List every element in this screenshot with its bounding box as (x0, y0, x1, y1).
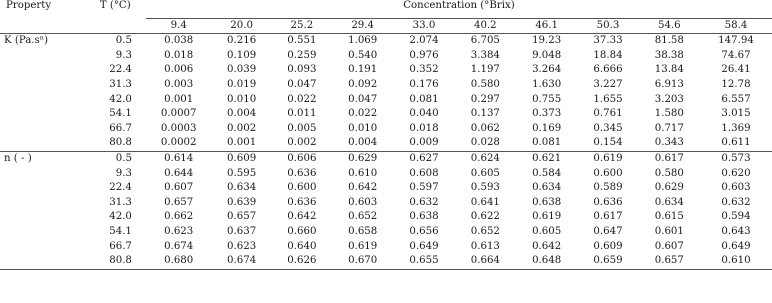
value-cell: 0.018 (409, 122, 439, 134)
value-cell: 0.589 (593, 182, 623, 194)
value-cell: 0.0007 (160, 108, 197, 120)
value-cell: 0.154 (577, 136, 638, 151)
property-cell: K (Pa.sⁿ) (4, 35, 49, 47)
value-cell: 0.634 (227, 182, 257, 194)
value-cell: 0.002 (272, 136, 332, 151)
value-cell: 1.580 (654, 108, 684, 120)
value-cell: 0.664 (455, 254, 516, 269)
value-cell: 0.176 (409, 79, 439, 91)
table-row (0, 107, 772, 122)
value-cell: 37.33 (593, 35, 623, 47)
value-cell: 0.638 (409, 211, 439, 223)
value-cell: 0.169 (532, 122, 562, 134)
property-cell (0, 63, 85, 78)
temperature-cell: 42.0 (109, 93, 132, 105)
table-row (0, 181, 772, 196)
value-cell: 0.047 (287, 79, 317, 91)
value-cell: 0.093 (287, 64, 317, 76)
value-cell: 0.632 (409, 196, 439, 208)
value-cell: 0.634 (654, 196, 684, 208)
value-cell: 3.264 (532, 64, 562, 76)
value-cell: 0.619 (593, 153, 623, 165)
concentration-header-cell: 46.1 (535, 20, 558, 31)
temperature-cell: 80.8 (85, 136, 146, 151)
value-cell: 0.640 (287, 240, 317, 252)
value-cell: 6.666 (593, 64, 623, 76)
value-cell: 6.913 (654, 79, 684, 91)
value-cell: 38.38 (654, 49, 684, 61)
value-cell: 0.573 (721, 153, 751, 165)
value-cell: 0.010 (227, 93, 257, 105)
value-cell: 0.092 (348, 79, 378, 91)
value-cell: 0.652 (470, 226, 500, 238)
value-cell: 0.003 (164, 79, 194, 91)
value-cell: 0.006 (164, 64, 194, 76)
value-cell: 0.010 (348, 122, 378, 134)
temperature-cell: 9.3 (115, 167, 132, 179)
value-cell: 0.636 (287, 196, 317, 208)
table-row (0, 210, 772, 225)
value-cell: 0.627 (409, 153, 439, 165)
value-cell: 0.039 (227, 64, 257, 76)
value-cell: 0.623 (227, 240, 257, 252)
value-cell: 0.081 (516, 136, 577, 151)
temperature-cell: 31.3 (109, 196, 132, 208)
value-cell: 0.028 (455, 136, 516, 151)
temperature-cell: 22.4 (109, 64, 132, 76)
value-cell: 1.630 (532, 79, 562, 91)
value-cell: 0.642 (348, 182, 378, 194)
value-cell: 0.657 (227, 211, 257, 223)
value-cell: 147.94 (718, 35, 754, 47)
temperature-cell: 31.3 (109, 79, 132, 91)
value-cell: 3.384 (470, 49, 500, 61)
property-cell (0, 196, 85, 211)
value-cell: 0.343 (639, 136, 700, 151)
value-cell: 0.216 (227, 35, 257, 47)
table-row (0, 78, 772, 93)
value-cell: 0.658 (348, 226, 378, 238)
value-cell: 0.137 (470, 108, 500, 120)
value-cell: 0.620 (721, 167, 751, 179)
temperature-cell: 0.5 (115, 35, 132, 47)
concentration-header-cell: 50.3 (596, 20, 620, 31)
property-cell (0, 122, 85, 137)
value-cell: 0.622 (470, 211, 500, 223)
value-cell: 0.605 (532, 226, 562, 238)
temperature-cell: 80.8 (85, 254, 146, 269)
value-cell: 0.019 (227, 79, 257, 91)
value-cell: 0.009 (393, 136, 454, 151)
value-cell: 0.638 (532, 196, 562, 208)
value-cell: 0.610 (700, 254, 772, 269)
value-cell: 0.259 (287, 49, 317, 61)
value-cell: 0.642 (287, 211, 317, 223)
value-cell: 0.607 (164, 182, 194, 194)
concentration-group-header: Concentration (°Brix) (146, 0, 772, 19)
value-cell: 0.607 (654, 240, 684, 252)
concentration-header-cell: 25.2 (290, 20, 314, 31)
table-row (0, 136, 772, 151)
table-row (0, 63, 772, 78)
value-cell: 0.601 (654, 226, 684, 238)
property-cell (0, 166, 85, 181)
temperature-cell: 0.5 (115, 153, 132, 165)
value-cell: 0.109 (227, 49, 257, 61)
value-cell: 0.0003 (160, 122, 197, 134)
property-cell (0, 78, 85, 93)
value-cell: 12.78 (721, 79, 751, 91)
value-cell: 0.636 (593, 196, 623, 208)
value-cell: 0.670 (332, 254, 393, 269)
value-cell: 0.623 (164, 226, 194, 238)
value-cell: 0.613 (470, 240, 500, 252)
header-row (0, 0, 772, 19)
value-cell: 0.660 (287, 226, 317, 238)
value-cell: 26.41 (721, 64, 751, 76)
concentration-header-cell: 40.2 (473, 20, 497, 31)
value-cell: 0.649 (409, 240, 439, 252)
value-cell: 0.584 (532, 167, 562, 179)
value-cell: 0.004 (332, 136, 393, 151)
table-row (0, 225, 772, 240)
value-cell: 0.609 (227, 153, 257, 165)
value-cell: 0.610 (348, 167, 378, 179)
value-cell: 74.67 (721, 49, 751, 61)
concentration-header-cell: 29.4 (351, 20, 375, 31)
property-cell (0, 107, 85, 122)
value-cell: 0.540 (348, 49, 378, 61)
property-cell (0, 225, 85, 240)
value-cell: 0.018 (164, 49, 194, 61)
value-cell: 0.611 (700, 136, 772, 151)
value-cell: 0.004 (227, 108, 257, 120)
value-cell: 0.352 (409, 64, 439, 76)
concentration-header-cell: 9.4 (170, 20, 187, 31)
table-row (0, 34, 772, 49)
value-cell: 13.84 (654, 64, 684, 76)
temperature-cell: 54.1 (109, 226, 132, 238)
value-cell: 0.619 (348, 240, 378, 252)
value-cell: 0.002 (227, 122, 257, 134)
value-cell: 9.048 (532, 49, 562, 61)
value-cell: 0.629 (348, 153, 378, 165)
value-cell: 6.705 (470, 35, 500, 47)
value-cell: 0.655 (393, 254, 454, 269)
value-cell: 0.606 (287, 153, 317, 165)
value-cell: 0.632 (721, 196, 751, 208)
value-cell: 19.23 (532, 35, 562, 47)
value-cell: 0.551 (287, 35, 317, 47)
value-cell: 0.624 (470, 153, 500, 165)
table-row (0, 166, 772, 181)
value-cell: 0.062 (470, 122, 500, 134)
value-cell: 0.603 (721, 182, 751, 194)
value-cell: 3.203 (654, 93, 684, 105)
value-cell: 0.040 (409, 108, 439, 120)
value-cell: 0.761 (593, 108, 623, 120)
value-cell: 0.641 (470, 196, 500, 208)
value-cell: 0.595 (227, 167, 257, 179)
value-cell: 0.615 (654, 211, 684, 223)
value-cell: 0.976 (409, 49, 439, 61)
table-row (0, 151, 772, 166)
value-cell: 18.84 (593, 49, 623, 61)
value-cell: 0.617 (593, 211, 623, 223)
value-cell: 0.755 (532, 93, 562, 105)
concentration-header-cell: 58.4 (724, 20, 748, 31)
value-cell: 0.648 (516, 254, 577, 269)
temperature-cell: 42.0 (109, 211, 132, 223)
value-cell: 0.639 (227, 196, 257, 208)
table-row (0, 254, 772, 269)
value-cell: 0.603 (348, 196, 378, 208)
value-cell: 0.619 (532, 211, 562, 223)
temperature-cell: 9.3 (115, 49, 132, 61)
temperature-cell: 66.7 (109, 122, 132, 134)
value-cell: 0.656 (409, 226, 439, 238)
value-cell: 3.227 (593, 79, 623, 91)
value-cell: 0.005 (287, 122, 317, 134)
value-cell: 0.636 (287, 167, 317, 179)
value-cell: 1.369 (721, 122, 751, 134)
value-cell: 1.069 (348, 35, 378, 47)
value-cell: 0.609 (593, 240, 623, 252)
property-cell (0, 254, 85, 269)
table-row (0, 49, 772, 64)
value-cell: 0.617 (654, 153, 684, 165)
value-cell: 0.674 (164, 240, 194, 252)
value-cell: 0.652 (348, 211, 378, 223)
value-cell: 0.647 (593, 226, 623, 238)
property-cell (0, 92, 85, 107)
value-cell: 6.557 (721, 93, 751, 105)
value-cell: 0.662 (164, 211, 194, 223)
value-cell: 0.634 (532, 182, 562, 194)
value-cell: 0.022 (348, 108, 378, 120)
property-cell (0, 136, 85, 151)
value-cell: 0.594 (721, 211, 751, 223)
value-cell: 0.593 (470, 182, 500, 194)
value-cell: 0.629 (654, 182, 684, 194)
value-cell: 0.047 (348, 93, 378, 105)
value-cell: 0.605 (470, 167, 500, 179)
property-cell (0, 49, 85, 64)
value-cell: 0.614 (164, 153, 194, 165)
value-cell: 0.580 (654, 167, 684, 179)
value-cell: 0.597 (409, 182, 439, 194)
value-cell: 0.608 (409, 167, 439, 179)
value-cell: 0.011 (287, 108, 317, 120)
value-cell: 0.649 (721, 240, 751, 252)
value-cell: 0.297 (470, 93, 500, 105)
value-cell: 0.644 (164, 167, 194, 179)
temperature-column-header: T (°C) (99, 0, 131, 11)
value-cell: 0.373 (532, 108, 562, 120)
value-cell: 2.074 (409, 35, 439, 47)
value-cell: 0.642 (532, 240, 562, 252)
value-cell: 0.659 (577, 254, 638, 269)
property-cell (0, 210, 85, 225)
value-cell: 3.015 (721, 108, 751, 120)
property-column-header: Property (6, 0, 52, 11)
value-cell: 0.345 (593, 122, 623, 134)
table-body (0, 34, 772, 270)
value-cell: 0.001 (211, 136, 271, 151)
value-cell: 0.643 (721, 226, 751, 238)
value-cell: 0.0002 (146, 136, 212, 151)
value-cell: 0.657 (164, 196, 194, 208)
concentration-header-cell: 20.0 (230, 20, 253, 31)
value-cell: 0.680 (146, 254, 212, 269)
value-cell: 0.580 (470, 79, 500, 91)
value-cell: 81.58 (654, 35, 684, 47)
temperature-cell: 22.4 (109, 182, 132, 194)
value-cell: 0.637 (227, 226, 257, 238)
property-cell (0, 239, 85, 254)
value-cell: 0.191 (348, 64, 378, 76)
table-row (0, 92, 772, 107)
value-cell: 0.626 (272, 254, 332, 269)
value-cell: 1.655 (593, 93, 623, 105)
value-cell: 0.022 (287, 93, 317, 105)
value-cell: 0.038 (164, 35, 194, 47)
value-cell: 0.600 (287, 182, 317, 194)
property-cell (0, 181, 85, 196)
value-cell: 1.197 (470, 64, 500, 76)
value-cell: 0.717 (654, 122, 684, 134)
temperature-cell: 66.7 (109, 240, 132, 252)
value-cell: 0.600 (593, 167, 623, 179)
concentration-header-cell: 33.0 (412, 20, 436, 31)
table-row (0, 122, 772, 137)
property-cell: n ( - ) (4, 153, 32, 165)
value-cell: 0.674 (211, 254, 271, 269)
value-cell: 0.621 (532, 153, 562, 165)
value-cell: 0.081 (409, 93, 439, 105)
concentration-header-cell: 54.6 (657, 20, 681, 31)
table-row (0, 196, 772, 211)
value-cell: 0.001 (164, 93, 194, 105)
temperature-cell: 54.1 (109, 108, 132, 120)
value-cell: 0.657 (639, 254, 700, 269)
table-row (0, 239, 772, 254)
